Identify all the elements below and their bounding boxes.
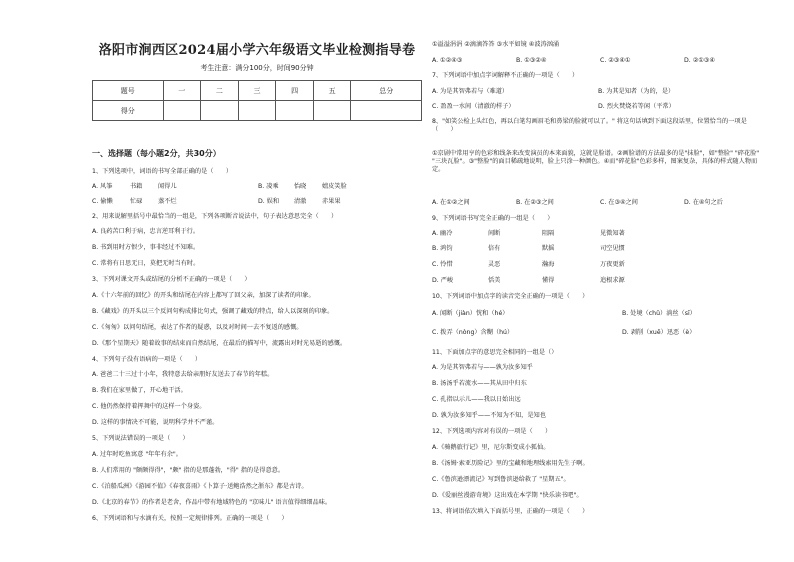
option-line: A.《十六年前的回忆》的开头和结尾在内容上都写了回父亲，加深了读者的印象。 [92,292,315,299]
option-text: 追根求源 [600,277,625,284]
option-text: A. 闻断（jiàn）恍和（hé） [432,310,509,317]
option-row [432,245,625,253]
score-row-label: 得分 [93,101,164,121]
option-line: C.《匆匆》以问句结尾，表达了作者的疑惑，以及对时间一去不复返的感慨。 [92,324,303,331]
option-text: C. 偷懒 [92,198,113,205]
option-line: A. 爸爸二十三过十小年，我特意去给亲朋好友送去了春节的年糕。 [92,371,274,378]
option-row [432,88,674,96]
score-input-cell[interactable] [276,101,314,121]
option-row [432,230,625,238]
option-text: 恬美 [488,277,501,284]
score-table-score-row [93,101,422,121]
score-input-cell[interactable] [238,101,276,121]
option-line: C.《泊船瓜洲》《游园不值》《春夜喜雨》《卜算子·送鲍浩然之浙东》都是古诗。 [92,483,308,490]
option-line: A. 良药苦口利于病，忠言逆耳利于行。 [92,228,200,235]
option-text: A. 幽冷 [432,230,453,237]
option-text: 司空见惯 [600,245,625,252]
exam-notice: 考生注意：满分100分，时间90分钟 [200,64,314,72]
score-header-cell: 三 [238,81,276,101]
option-text: B. 在②③之间 [516,199,554,206]
question-line: 7、下列词语中加点字词解释不正确的一项是（ ） [432,72,579,79]
option-row [432,103,675,111]
option-row [92,198,341,206]
option-text: A. 为是其智弗若与（难道） [432,88,509,95]
option-text: C. 怜惜 [432,261,453,268]
question-line: 4、下列句子没有语病的一项是（ ） [92,356,202,363]
option-text: 瀚海 [542,261,555,268]
option-text: 蒸不烂 [158,198,177,205]
score-input-cell[interactable] [163,101,201,121]
question-line: 5、下列说法错误的一项是（ ） [92,435,189,442]
score-header-cell: 一 [163,81,201,101]
option-text: 清澈 [294,198,307,205]
question-line: ①溢溢涓涓 ②滴滴答答 ③水平如镜 ④波涛汹涌 [432,41,560,48]
option-text: 懂得 [542,277,555,284]
option-line: B.《藏戏》的开头以三个反问句构成排比句式，强调了藏戏的特点，给人以深刻的印象。 [92,308,334,315]
option-text: 间断 [488,230,501,237]
option-row [432,57,715,65]
exam-title: 洛阳市涧西区2024届小学六年级语文毕业检测指导卷 [98,43,416,58]
option-row [432,261,625,269]
option-line: A.《骑鹅旅行记》里，尼尔斯变成小狐仙。 [432,444,550,451]
option-text: A. ①②④③ [432,57,463,64]
question-line: 13、将词语依次填入下面括号里，正确的一项是（ ） [432,508,589,515]
option-text: B. 鸿钧 [432,245,453,252]
option-line: B. 书到用时方恨少，事非经过不知难。 [92,244,200,251]
option-text: D. 剥削（xuē）迅恶（è） [622,329,696,336]
option-line: C. 他仍然保持着挥舞中的这样一个身姿。 [92,403,206,410]
option-text: 灵恶 [488,261,501,268]
score-input-cell[interactable] [201,101,239,121]
question-line: 3、下列对课文开头或结尾的分析不正确的一项是（ ） [92,276,251,283]
option-text: D. 严峻 [432,277,454,284]
option-text: D. 在④句之后 [684,199,723,206]
option-text: B. 为其是知者（为的，是） [598,88,675,95]
question-line: 12、下列选项内容对有误的一项是（ ） [432,428,552,435]
option-line: B. 人们常用的 "颇颇得得"，"颇" 指的是那蓬勃，"得" 指的是得意意。 [92,467,285,474]
option-text: 默摇 [542,245,555,252]
option-row [432,199,723,207]
option-line: B. 汤汤乎若流水——其从田中归东 [432,380,527,387]
option-text: C. ②③④① [600,57,631,64]
option-line: D.《北京的春节》的作者是老舍，作品中带有地域特色的 "京味儿" 语言值得细细品味。 [92,499,332,506]
option-text: A. 在①②之间 [432,199,470,206]
option-line: D. 孰为汝多知乎——不知为不知，是知也 [432,412,546,419]
option-text: B. 处境（chǔ）淌丝（sī） [622,310,696,317]
option-text: 怡晓 [294,183,307,190]
score-header-cell: 总分 [351,81,422,101]
question-line: 9、下列词语书写完全正确的一组是（ ） [432,215,554,222]
question-line: 1、下列选项中，词语的书写全部正确的是（ ） [92,168,233,175]
score-input-cell[interactable] [313,101,351,121]
option-text: A. 风筝 [92,183,113,190]
option-text: C. 拨弄（nòng）含糊（hú） [432,329,514,336]
option-text: B. ①③②④ [516,57,547,64]
option-line: B.《汤姆·索亚历险记》里的宝藏和地理线索用先生子啊。 [432,460,589,467]
option-line: B. 我们在家里做了，开心地干活。 [92,387,187,394]
option-line: C.《鲁滨逊漂流记》写到鲁滨逊给救了 "星期五"。 [432,476,570,483]
option-text: 见微知著 [600,230,625,237]
option-text: C. 盈盈一水间（清澈的样子） [432,103,515,110]
option-line: A. 为是其智弗若与——孰为汝多知乎 [432,364,533,371]
option-text: 倍有 [488,245,501,252]
question-line: 8、"如笑公检上头红色，再以白笔勾画眉毛和鼻梁的脸就可以了。" 将这句话填到下面这段话里，位置恰当的一项是（ ） [432,118,747,133]
option-text: D. 烈火焚烧若等闲（平常） [598,103,675,110]
score-header-cell: 四 [276,81,314,101]
question-line: 11、下面加点字的意思完全相同的一组是（） [432,349,558,356]
option-row [432,329,695,337]
option-line: D. 这样的事情决不可能，说明科学并不严谨。 [92,419,219,426]
option-line: D.《那个星期天》随着故事的结束而自然结尾，在最后的描写中，流露出对时光易逝的感慨。 [92,340,347,347]
option-line: C. 常将有日思无日，莫把无时当有时。 [92,260,200,267]
option-text: B. 凌乘 [258,183,279,190]
option-text: C. 在③④之间 [600,199,638,206]
question-line: 6、下列词语和与水滴有关，按照一定规律排列。正确的一项是（ ） [92,515,288,522]
score-input-cell[interactable] [351,101,422,121]
question-line: 10、下列词语中加点字的读音完全正确的一项是（ ） [432,293,589,300]
passage-text: ①京剧中常用亨的色彩和线条来改变演员的本来面貌，这就是脸谱。②画脸谱的方法最多的是"抹脸"，如"整脸" "碎花脸" "三块瓦脸"。③"整脸"的面目稀疏地说明，脸上只涂一种颜色。④而"碎花脸"色彩多样，图案复杂，具体的样式随人物而定。 [432,150,760,173]
option-text: 闻得儿 [158,183,177,190]
section-heading: 一、选择题（每小题2分，共30分） [92,149,221,158]
option-text: 万夜更新 [600,261,625,268]
option-text: 赤果果 [322,198,341,205]
option-row [432,310,696,318]
question-line: 2、用来说解里括号中最恰当的一组是，下列各项断音说法中，句子表达意思完全（ ） [92,213,338,220]
score-header-cell: 题号 [93,81,164,101]
option-text: D. ②①③④ [684,57,715,64]
option-line: C. 孔指以示儿——我以日始出远 [432,396,521,403]
option-text: D. 娱和 [258,198,280,205]
option-line: A. 过年时吃鱼寓意 "年年有余"。 [92,451,182,458]
option-text: 忙碌 [130,198,143,205]
score-header-cell: 二 [201,81,239,101]
option-line: D.《爱丽丝漫游奇境》这出戏在本学期 "快乐读书吧"。 [432,492,583,499]
option-text: 阻隔 [542,230,555,237]
option-row [92,183,347,191]
option-row [432,277,625,285]
option-text: 书籍 [130,183,143,190]
score-header-cell: 五 [313,81,351,101]
option-text: 嬉皮笑脸 [322,183,347,190]
score-table [92,80,422,121]
score-table-header-row [93,81,422,101]
